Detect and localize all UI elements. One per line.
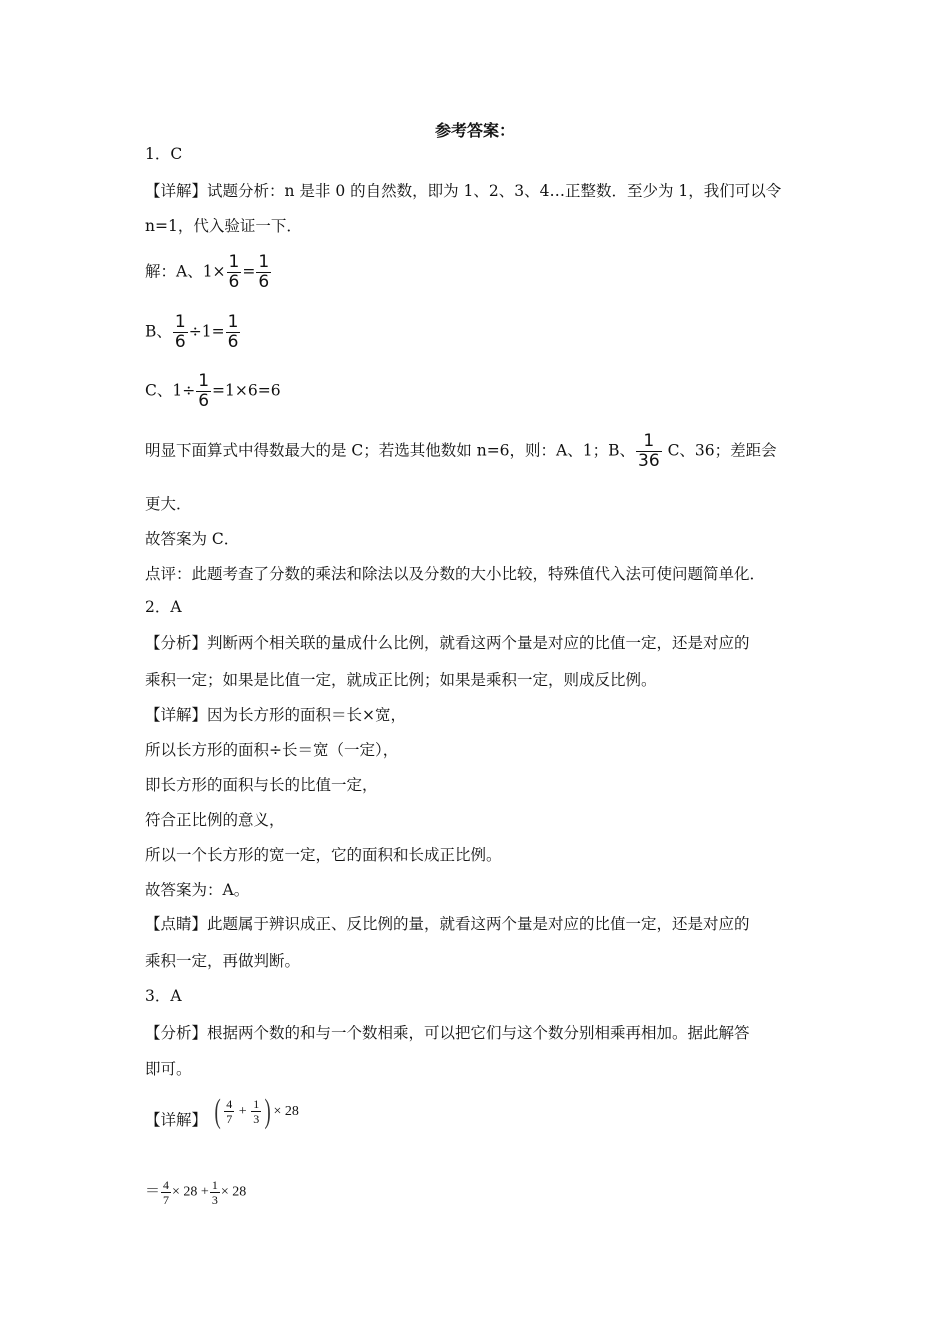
detail-line: n=1，代入验证一下． (145, 217, 302, 235)
fraction: $\frac{1}{6}$ (258, 252, 270, 292)
answer-1-label: 1．C (145, 145, 183, 163)
analysis-line: 【分析】根据两个数的和与一个数相乘，可以把它们与这个数分别相乘再相加。据此解答 (145, 1024, 750, 1042)
equation-c: C、1÷ $\frac{1}{6}$ =1×6=6 (145, 371, 281, 411)
detail-line: 符合正比例的意义， (145, 811, 285, 829)
equation-a: 解：A、1× $\frac{1}{6}$ = $\frac{1}{6}$ (145, 252, 270, 292)
fraction: $\frac{1}{6}$ (227, 312, 239, 352)
detail-equation-1: 【详解】 ( $\frac{4}{7}$ + $\frac{1}{3}$ ) × 28 (145, 1092, 299, 1130)
note-line: 乘积一定，再做判断。 (145, 952, 301, 970)
analysis-line: 即可。 (145, 1060, 192, 1078)
answer-line: 故答案为 C． (145, 530, 240, 548)
fraction: $\frac{1}{3}$ (211, 1178, 218, 1207)
detail-line: 所以一个长方形的宽一定，它的面积和长成正比例。 (145, 846, 502, 864)
fraction: $\frac{4}{7}$ (163, 1178, 170, 1207)
detail-line: 【详解】因为长方形的面积＝长×宽， (145, 706, 406, 724)
fraction: $\frac{1}{6}$ (198, 371, 210, 411)
comparison-line-end: 更大． (145, 495, 192, 513)
fraction: $\frac{1}{6}$ (174, 312, 186, 352)
answer-2-label: 2．A (145, 598, 182, 616)
answer-line: 故答案为：A。 (145, 881, 250, 899)
fraction: $\frac{4}{7}$ (226, 1097, 233, 1127)
detail-line: 所以长方形的面积÷长＝宽（一定）， (145, 741, 399, 759)
page-title: 参考答案： (434, 121, 515, 140)
fraction: $\frac{1}{6}$ (228, 252, 240, 292)
comment-line: 点评：此题考查了分数的乘法和除法以及分数的大小比较，特殊值代入法可使问题简单化． (145, 565, 766, 583)
detail-equation-2: ＝ $\frac{4}{7}$ × 28 + $\frac{1}{3}$ × 28 (145, 1178, 247, 1207)
answer-3-label: 3．A (145, 987, 182, 1005)
analysis-line: 乘积一定；如果是比值一定，就成正比例；如果是乘积一定，则成反比例。 (145, 671, 657, 689)
comparison-line: 明显下面算式中得数最大的是 C；若选其他数如 n=6，则：A、1；B、 $\frac{1}{36}$ C、36；差距会 (145, 431, 777, 471)
fraction: $\frac{1}{36}$ (638, 431, 660, 471)
note-line: 【点睛】此题属于辨识成正、反比例的量，就看这两个量是对应的比值一定，还是对应的 (145, 915, 750, 933)
analysis-line: 【分析】判断两个相关联的量成什么比例，就看这两个量是对应的比值一定，还是对应的 (145, 634, 750, 652)
equation-b: B、 $\frac{1}{6}$ ÷1= $\frac{1}{6}$ (145, 312, 239, 352)
detail-line: 【详解】试题分析：n 是非 0 的自然数，即为 1、2、3、4…正整数．至少为 1，我们可以令 (145, 182, 782, 200)
detail-line: 即长方形的面积与长的比值一定， (145, 776, 378, 794)
fraction: $\frac{1}{3}$ (253, 1097, 260, 1127)
